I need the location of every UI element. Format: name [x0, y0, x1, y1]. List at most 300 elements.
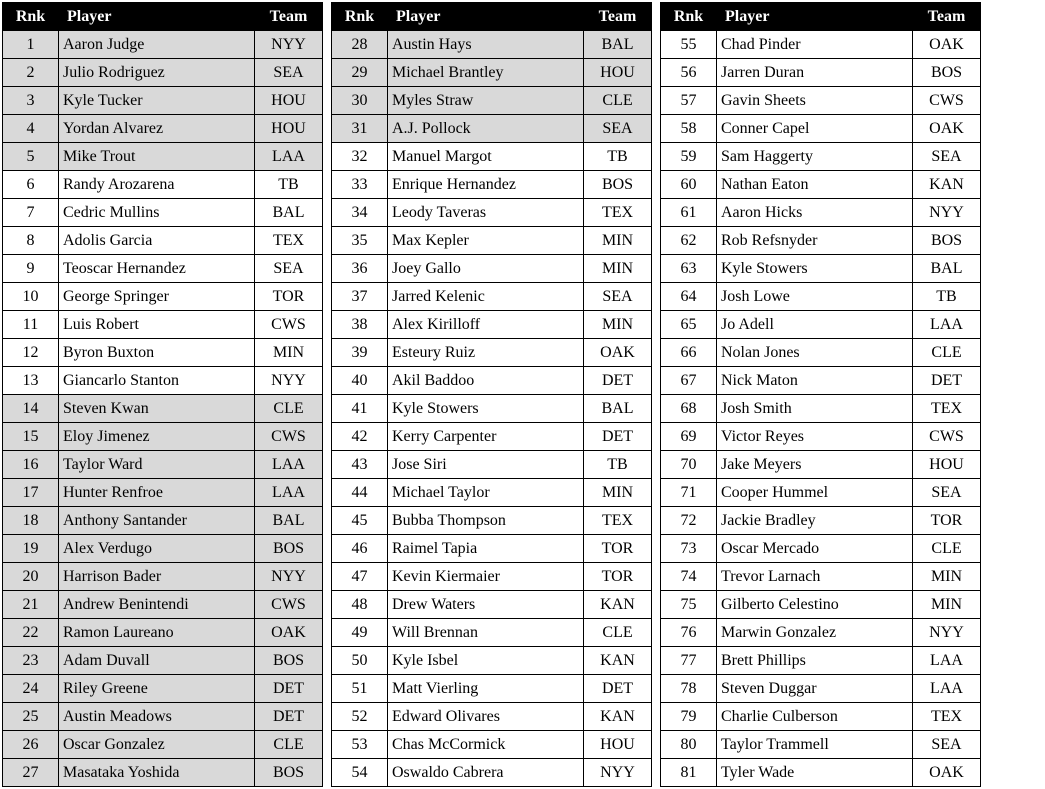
cell-rank: 51 [332, 675, 388, 703]
table-row [3, 87, 323, 115]
cell-team: SEA [584, 115, 652, 143]
cell-team: BOS [255, 535, 323, 563]
table-row [332, 143, 652, 171]
table-row [661, 395, 981, 423]
cell-rank: 40 [332, 367, 388, 395]
cell-rank: 52 [332, 703, 388, 731]
column-header-player: Player [717, 3, 913, 31]
table-row [3, 143, 323, 171]
column-header-player: Player [388, 3, 584, 31]
table-row [661, 535, 981, 563]
table-row [661, 759, 981, 787]
table-row [661, 507, 981, 535]
table-row [661, 143, 981, 171]
cell-rank: 55 [661, 31, 717, 59]
cell-player-name: Manuel Margot [388, 143, 584, 171]
table-row [3, 591, 323, 619]
table-row [3, 339, 323, 367]
cell-team: DET [913, 367, 981, 395]
cell-rank: 79 [661, 703, 717, 731]
cell-rank: 72 [661, 507, 717, 535]
table-row [3, 59, 323, 87]
table-row [332, 451, 652, 479]
cell-rank: 71 [661, 479, 717, 507]
cell-rank: 10 [3, 283, 59, 311]
table-row [661, 591, 981, 619]
table-row [661, 619, 981, 647]
cell-rank: 49 [332, 619, 388, 647]
cell-team: CWS [255, 423, 323, 451]
table-row [332, 199, 652, 227]
cell-player-name: Andrew Benintendi [59, 591, 255, 619]
cell-team: SEA [255, 59, 323, 87]
table-row [332, 479, 652, 507]
cell-team: CWS [255, 311, 323, 339]
cell-rank: 75 [661, 591, 717, 619]
cell-team: HOU [584, 59, 652, 87]
cell-player-name: Randy Arozarena [59, 171, 255, 199]
table-row [661, 115, 981, 143]
table-row [3, 171, 323, 199]
table-row [3, 367, 323, 395]
cell-player-name: Austin Hays [388, 31, 584, 59]
table-row [332, 87, 652, 115]
table-row [661, 311, 981, 339]
cell-player-name: Steven Kwan [59, 395, 255, 423]
cell-team: NYY [584, 759, 652, 787]
table-row [3, 563, 323, 591]
cell-team: TOR [584, 563, 652, 591]
cell-player-name: Myles Straw [388, 87, 584, 115]
table-row [3, 731, 323, 759]
cell-rank: 37 [332, 283, 388, 311]
cell-team: LAA [255, 143, 323, 171]
cell-team: BOS [913, 227, 981, 255]
cell-player-name: Kyle Stowers [388, 395, 584, 423]
cell-rank: 69 [661, 423, 717, 451]
cell-rank: 6 [3, 171, 59, 199]
cell-player-name: Oswaldo Cabrera [388, 759, 584, 787]
cell-team: CLE [913, 339, 981, 367]
cell-player-name: Austin Meadows [59, 703, 255, 731]
cell-rank: 70 [661, 451, 717, 479]
table-row [661, 339, 981, 367]
cell-player-name: Adolis Garcia [59, 227, 255, 255]
cell-player-name: Adam Duvall [59, 647, 255, 675]
cell-team: LAA [913, 647, 981, 675]
cell-rank: 8 [3, 227, 59, 255]
table-row [661, 703, 981, 731]
cell-player-name: Mike Trout [59, 143, 255, 171]
cell-rank: 27 [3, 759, 59, 787]
column-header-player: Player [59, 3, 255, 31]
table-row [332, 115, 652, 143]
cell-rank: 59 [661, 143, 717, 171]
cell-player-name: Masataka Yoshida [59, 759, 255, 787]
cell-player-name: Michael Taylor [388, 479, 584, 507]
cell-team: MIN [255, 339, 323, 367]
cell-team: SEA [913, 731, 981, 759]
cell-team: DET [584, 423, 652, 451]
cell-player-name: Alex Verdugo [59, 535, 255, 563]
cell-rank: 38 [332, 311, 388, 339]
cell-rank: 36 [332, 255, 388, 283]
table-row [661, 423, 981, 451]
cell-rank: 3 [3, 87, 59, 115]
cell-player-name: Cooper Hummel [717, 479, 913, 507]
cell-team: OAK [913, 115, 981, 143]
cell-player-name: Kerry Carpenter [388, 423, 584, 451]
cell-rank: 39 [332, 339, 388, 367]
cell-rank: 14 [3, 395, 59, 423]
cell-rank: 56 [661, 59, 717, 87]
cell-team: BOS [255, 759, 323, 787]
cell-team: OAK [913, 31, 981, 59]
table-row [661, 731, 981, 759]
cell-player-name: Max Kepler [388, 227, 584, 255]
cell-team: TOR [255, 283, 323, 311]
cell-rank: 67 [661, 367, 717, 395]
table-row [332, 563, 652, 591]
cell-team: HOU [913, 451, 981, 479]
cell-team: NYY [255, 31, 323, 59]
cell-rank: 60 [661, 171, 717, 199]
column-header-rank: Rnk [3, 3, 59, 31]
table-row [332, 227, 652, 255]
table-row [332, 255, 652, 283]
cell-rank: 77 [661, 647, 717, 675]
cell-rank: 74 [661, 563, 717, 591]
cell-team: LAA [255, 451, 323, 479]
cell-team: TEX [913, 395, 981, 423]
column-header-team: Team [255, 3, 323, 31]
cell-rank: 28 [332, 31, 388, 59]
cell-team: KAN [913, 171, 981, 199]
table-row [3, 647, 323, 675]
column-header-rank: Rnk [332, 3, 388, 31]
cell-rank: 45 [332, 507, 388, 535]
cell-team: OAK [913, 759, 981, 787]
cell-team: OAK [255, 619, 323, 647]
table-row [3, 311, 323, 339]
cell-rank: 16 [3, 451, 59, 479]
table-row [332, 535, 652, 563]
cell-player-name: Jarren Duran [717, 59, 913, 87]
cell-rank: 4 [3, 115, 59, 143]
table-row [332, 59, 652, 87]
cell-player-name: Kyle Tucker [59, 87, 255, 115]
cell-player-name: Brett Phillips [717, 647, 913, 675]
cell-rank: 24 [3, 675, 59, 703]
cell-rank: 53 [332, 731, 388, 759]
table-row [3, 395, 323, 423]
cell-team: TOR [913, 507, 981, 535]
cell-rank: 76 [661, 619, 717, 647]
cell-rank: 7 [3, 199, 59, 227]
cell-rank: 34 [332, 199, 388, 227]
cell-rank: 33 [332, 171, 388, 199]
cell-rank: 26 [3, 731, 59, 759]
table-row [3, 199, 323, 227]
table-row [332, 367, 652, 395]
cell-team: MIN [584, 255, 652, 283]
cell-team: KAN [584, 647, 652, 675]
cell-rank: 73 [661, 535, 717, 563]
column-header-team: Team [584, 3, 652, 31]
cell-player-name: George Springer [59, 283, 255, 311]
cell-player-name: Kyle Stowers [717, 255, 913, 283]
cell-team: NYY [913, 619, 981, 647]
table-row [661, 563, 981, 591]
cell-team: HOU [255, 87, 323, 115]
cell-rank: 29 [332, 59, 388, 87]
cell-player-name: Jarred Kelenic [388, 283, 584, 311]
cell-player-name: Drew Waters [388, 591, 584, 619]
cell-player-name: Jake Meyers [717, 451, 913, 479]
cell-player-name: Bubba Thompson [388, 507, 584, 535]
cell-team: TEX [913, 703, 981, 731]
table-row [332, 703, 652, 731]
cell-player-name: Rob Refsnyder [717, 227, 913, 255]
cell-rank: 44 [332, 479, 388, 507]
cell-team: TEX [255, 227, 323, 255]
table-row [3, 227, 323, 255]
cell-rank: 41 [332, 395, 388, 423]
cell-player-name: Taylor Trammell [717, 731, 913, 759]
table-row [661, 87, 981, 115]
cell-team: HOU [584, 731, 652, 759]
cell-team: TB [255, 171, 323, 199]
table-row [332, 283, 652, 311]
cell-rank: 22 [3, 619, 59, 647]
cell-rank: 48 [332, 591, 388, 619]
cell-player-name: Tyler Wade [717, 759, 913, 787]
cell-team: CLE [913, 535, 981, 563]
cell-player-name: Victor Reyes [717, 423, 913, 451]
cell-rank: 12 [3, 339, 59, 367]
cell-player-name: Trevor Larnach [717, 563, 913, 591]
cell-team: BOS [584, 171, 652, 199]
cell-rank: 64 [661, 283, 717, 311]
cell-team: CLE [255, 395, 323, 423]
cell-player-name: Nick Maton [717, 367, 913, 395]
cell-player-name: Conner Capel [717, 115, 913, 143]
cell-team: DET [584, 367, 652, 395]
cell-player-name: A.J. Pollock [388, 115, 584, 143]
table-row [3, 255, 323, 283]
cell-team: BAL [913, 255, 981, 283]
cell-team: CWS [255, 591, 323, 619]
cell-team: TEX [584, 507, 652, 535]
cell-player-name: Riley Greene [59, 675, 255, 703]
table-row [661, 199, 981, 227]
table-row [332, 619, 652, 647]
cell-player-name: Esteury Ruiz [388, 339, 584, 367]
cell-rank: 19 [3, 535, 59, 563]
cell-player-name: Taylor Ward [59, 451, 255, 479]
cell-rank: 68 [661, 395, 717, 423]
cell-player-name: Nathan Eaton [717, 171, 913, 199]
table-row [3, 619, 323, 647]
cell-rank: 62 [661, 227, 717, 255]
cell-player-name: Jo Adell [717, 311, 913, 339]
table-row [3, 283, 323, 311]
column-header-team: Team [913, 3, 981, 31]
cell-rank: 1 [3, 31, 59, 59]
cell-player-name: Giancarlo Stanton [59, 367, 255, 395]
cell-rank: 78 [661, 675, 717, 703]
cell-rank: 65 [661, 311, 717, 339]
cell-team: HOU [255, 115, 323, 143]
table-header-row [332, 3, 652, 31]
table-row [332, 171, 652, 199]
cell-team: DET [584, 675, 652, 703]
cell-team: MIN [913, 591, 981, 619]
table-row [661, 255, 981, 283]
cell-team: NYY [255, 563, 323, 591]
table-row [3, 31, 323, 59]
cell-rank: 13 [3, 367, 59, 395]
cell-team: CWS [913, 87, 981, 115]
table-row [3, 115, 323, 143]
table-row [332, 675, 652, 703]
cell-rank: 54 [332, 759, 388, 787]
cell-player-name: Anthony Santander [59, 507, 255, 535]
cell-player-name: Byron Buxton [59, 339, 255, 367]
cell-rank: 61 [661, 199, 717, 227]
cell-team: CLE [584, 619, 652, 647]
table-row [332, 759, 652, 787]
cell-player-name: Jackie Bradley [717, 507, 913, 535]
cell-player-name: Josh Smith [717, 395, 913, 423]
cell-team: BOS [913, 59, 981, 87]
cell-player-name: Gilberto Celestino [717, 591, 913, 619]
cell-team: LAA [913, 675, 981, 703]
table-row [332, 339, 652, 367]
table-row [332, 591, 652, 619]
table-row [3, 423, 323, 451]
table-row [661, 283, 981, 311]
cell-team: TOR [584, 535, 652, 563]
cell-rank: 66 [661, 339, 717, 367]
cell-player-name: Gavin Sheets [717, 87, 913, 115]
cell-player-name: Kyle Isbel [388, 647, 584, 675]
cell-team: BAL [584, 395, 652, 423]
cell-team: MIN [584, 227, 652, 255]
cell-player-name: Alex Kirilloff [388, 311, 584, 339]
cell-rank: 15 [3, 423, 59, 451]
cell-rank: 50 [332, 647, 388, 675]
cell-rank: 5 [3, 143, 59, 171]
table-row [3, 507, 323, 535]
table-row [661, 675, 981, 703]
table-row [661, 31, 981, 59]
table-row [661, 367, 981, 395]
table-row [3, 675, 323, 703]
table-row [3, 759, 323, 787]
cell-team: MIN [584, 479, 652, 507]
table-row [661, 59, 981, 87]
cell-rank: 58 [661, 115, 717, 143]
cell-rank: 81 [661, 759, 717, 787]
cell-rank: 21 [3, 591, 59, 619]
table-row [661, 171, 981, 199]
cell-player-name: Akil Baddoo [388, 367, 584, 395]
table-row [3, 703, 323, 731]
table-row [661, 479, 981, 507]
rankings-table [331, 2, 652, 787]
table-header-row [661, 3, 981, 31]
table-row [3, 451, 323, 479]
cell-rank: 31 [332, 115, 388, 143]
cell-player-name: Matt Vierling [388, 675, 584, 703]
cell-team: BAL [255, 199, 323, 227]
cell-rank: 11 [3, 311, 59, 339]
cell-team: KAN [584, 703, 652, 731]
cell-team: KAN [584, 591, 652, 619]
cell-team: TB [913, 283, 981, 311]
cell-player-name: Oscar Mercado [717, 535, 913, 563]
table-row [332, 31, 652, 59]
cell-player-name: Chas McCormick [388, 731, 584, 759]
cell-player-name: Oscar Gonzalez [59, 731, 255, 759]
cell-player-name: Charlie Culberson [717, 703, 913, 731]
table-row [332, 731, 652, 759]
cell-team: NYY [255, 367, 323, 395]
cell-player-name: Leody Taveras [388, 199, 584, 227]
cell-rank: 25 [3, 703, 59, 731]
cell-team: LAA [255, 479, 323, 507]
cell-team: TB [584, 143, 652, 171]
cell-team: OAK [584, 339, 652, 367]
cell-player-name: Marwin Gonzalez [717, 619, 913, 647]
cell-team: CWS [913, 423, 981, 451]
cell-rank: 80 [661, 731, 717, 759]
cell-player-name: Luis Robert [59, 311, 255, 339]
cell-player-name: Eloy Jimenez [59, 423, 255, 451]
cell-player-name: Will Brennan [388, 619, 584, 647]
cell-rank: 2 [3, 59, 59, 87]
cell-rank: 47 [332, 563, 388, 591]
cell-player-name: Jose Siri [388, 451, 584, 479]
table-header-row [3, 3, 323, 31]
cell-team: BAL [584, 31, 652, 59]
cell-player-name: Aaron Hicks [717, 199, 913, 227]
cell-player-name: Harrison Bader [59, 563, 255, 591]
cell-rank: 30 [332, 87, 388, 115]
cell-rank: 32 [332, 143, 388, 171]
cell-team: SEA [584, 283, 652, 311]
cell-team: MIN [913, 563, 981, 591]
table-row [332, 647, 652, 675]
table-row [661, 227, 981, 255]
cell-player-name: Kevin Kiermaier [388, 563, 584, 591]
cell-rank: 63 [661, 255, 717, 283]
cell-player-name: Josh Lowe [717, 283, 913, 311]
cell-player-name: Yordan Alvarez [59, 115, 255, 143]
table-row [332, 507, 652, 535]
cell-player-name: Raimel Tapia [388, 535, 584, 563]
cell-rank: 42 [332, 423, 388, 451]
cell-team: BOS [255, 647, 323, 675]
cell-rank: 17 [3, 479, 59, 507]
cell-team: MIN [584, 311, 652, 339]
cell-player-name: Nolan Jones [717, 339, 913, 367]
cell-team: DET [255, 703, 323, 731]
column-header-rank: Rnk [661, 3, 717, 31]
cell-rank: 43 [332, 451, 388, 479]
cell-rank: 23 [3, 647, 59, 675]
